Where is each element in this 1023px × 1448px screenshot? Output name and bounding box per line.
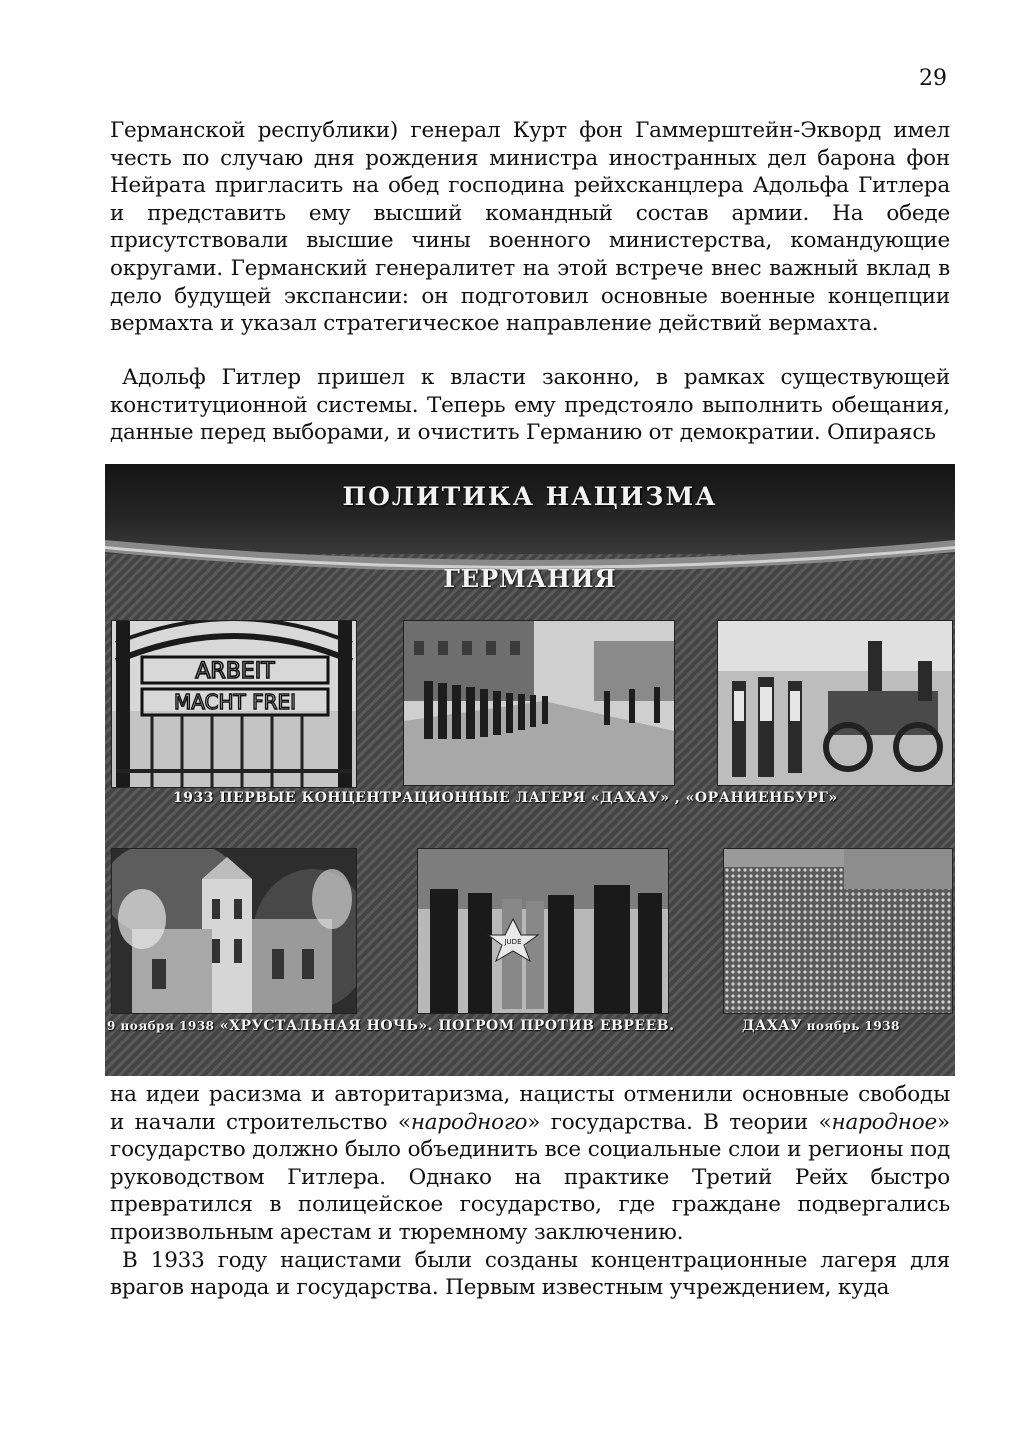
- text-block-bottom: [110, 1081, 950, 1302]
- figure-subtitle: ГЕРМАНИЯ: [443, 564, 617, 593]
- photo-prisoners-line: [403, 620, 675, 786]
- caption-text: «ХРУСТАЛЬНАЯ НОЧЬ». ПОГРОМ ПРОТИВ ЕВРЕЕВ.: [214, 1018, 675, 1034]
- photo-camp-gate: [111, 620, 357, 788]
- gate-sign-text: ARBEIT: [195, 659, 275, 684]
- paragraph: Германской республики) генерал Курт фон Гаммерштейн-Экворд имел честь по случаю дня рождения министра иностранных дел барона фон Нейрата пригласить на обед господина рейхсканцлера Адольфа Гитлера и представить ему высший командный состав армии. На обеде присутствовали высшие чины военного министерства, командующие округами. Германский генералитет на этой встрече внес важный вклад в дело будущей экспансии: он подготовил основные военные концепции вермахта и указал стратегическое направление действий вермахта.: [110, 118, 950, 337]
- italic-term: народное: [831, 1109, 938, 1135]
- caption-kristallnacht: [107, 1018, 674, 1034]
- text-span: » государство должно было объединить все социальные слои и регионы под руководством Гитлера. Однако на практике Третий Рейх быстро превратился в полицейское государство, где граждане подвергались произвольным арестам и тюремному заключению.: [110, 1109, 950, 1245]
- star-text: JUDE: [504, 938, 522, 946]
- figure-title: ПОЛИТИКА НАЦИЗМА: [342, 482, 718, 511]
- photo-dachau-crowd: [723, 848, 953, 1014]
- italic-term: народного: [410, 1109, 528, 1135]
- caption-date: ноябрь 1938: [801, 1019, 900, 1033]
- page-number: 29: [919, 66, 947, 91]
- photo-jude-march: [417, 848, 669, 1014]
- caption-dachau-1938: [742, 1018, 900, 1034]
- paragraph: [110, 1081, 950, 1247]
- gate-sign-text: MACHT FREI: [173, 690, 297, 714]
- text-block-middle: [110, 364, 950, 447]
- caption-date: 9 ноября 1938: [107, 1019, 215, 1033]
- text-span: » государства. В теории «: [527, 1109, 832, 1135]
- paragraph: Адольф Гитлер пришел к власти законно, в рамках существующей конституционной системы. Теперь ему предстояло выполнить обещания, данные перед выборами, и очистить Германию от демократии. Опираясь: [110, 365, 950, 446]
- text-span: на идеи расизма и авторитаризма, нацисты отменили основные свободы и начали строительство «: [110, 1082, 950, 1135]
- photo-burning-synagogue: [111, 848, 357, 1014]
- caption-text: ДАХАУ: [742, 1018, 802, 1034]
- banner: [105, 464, 955, 554]
- text-block-top: [110, 117, 950, 338]
- illustration-nazi-policy: [105, 464, 955, 1076]
- photo-prisoners-cart: [717, 620, 953, 786]
- caption-camps-1933: 1933 ПЕРВЫЕ КОНЦЕНТРАЦИОННЫЕ ЛАГЕРЯ «ДАХАУ» , «ОРАНИЕНБУРГ»: [173, 790, 838, 806]
- paragraph: В 1933 году нацистами были созданы концентрационные лагеря для врагов народа и государства. Первым известным учреждением, куда: [110, 1247, 950, 1301]
